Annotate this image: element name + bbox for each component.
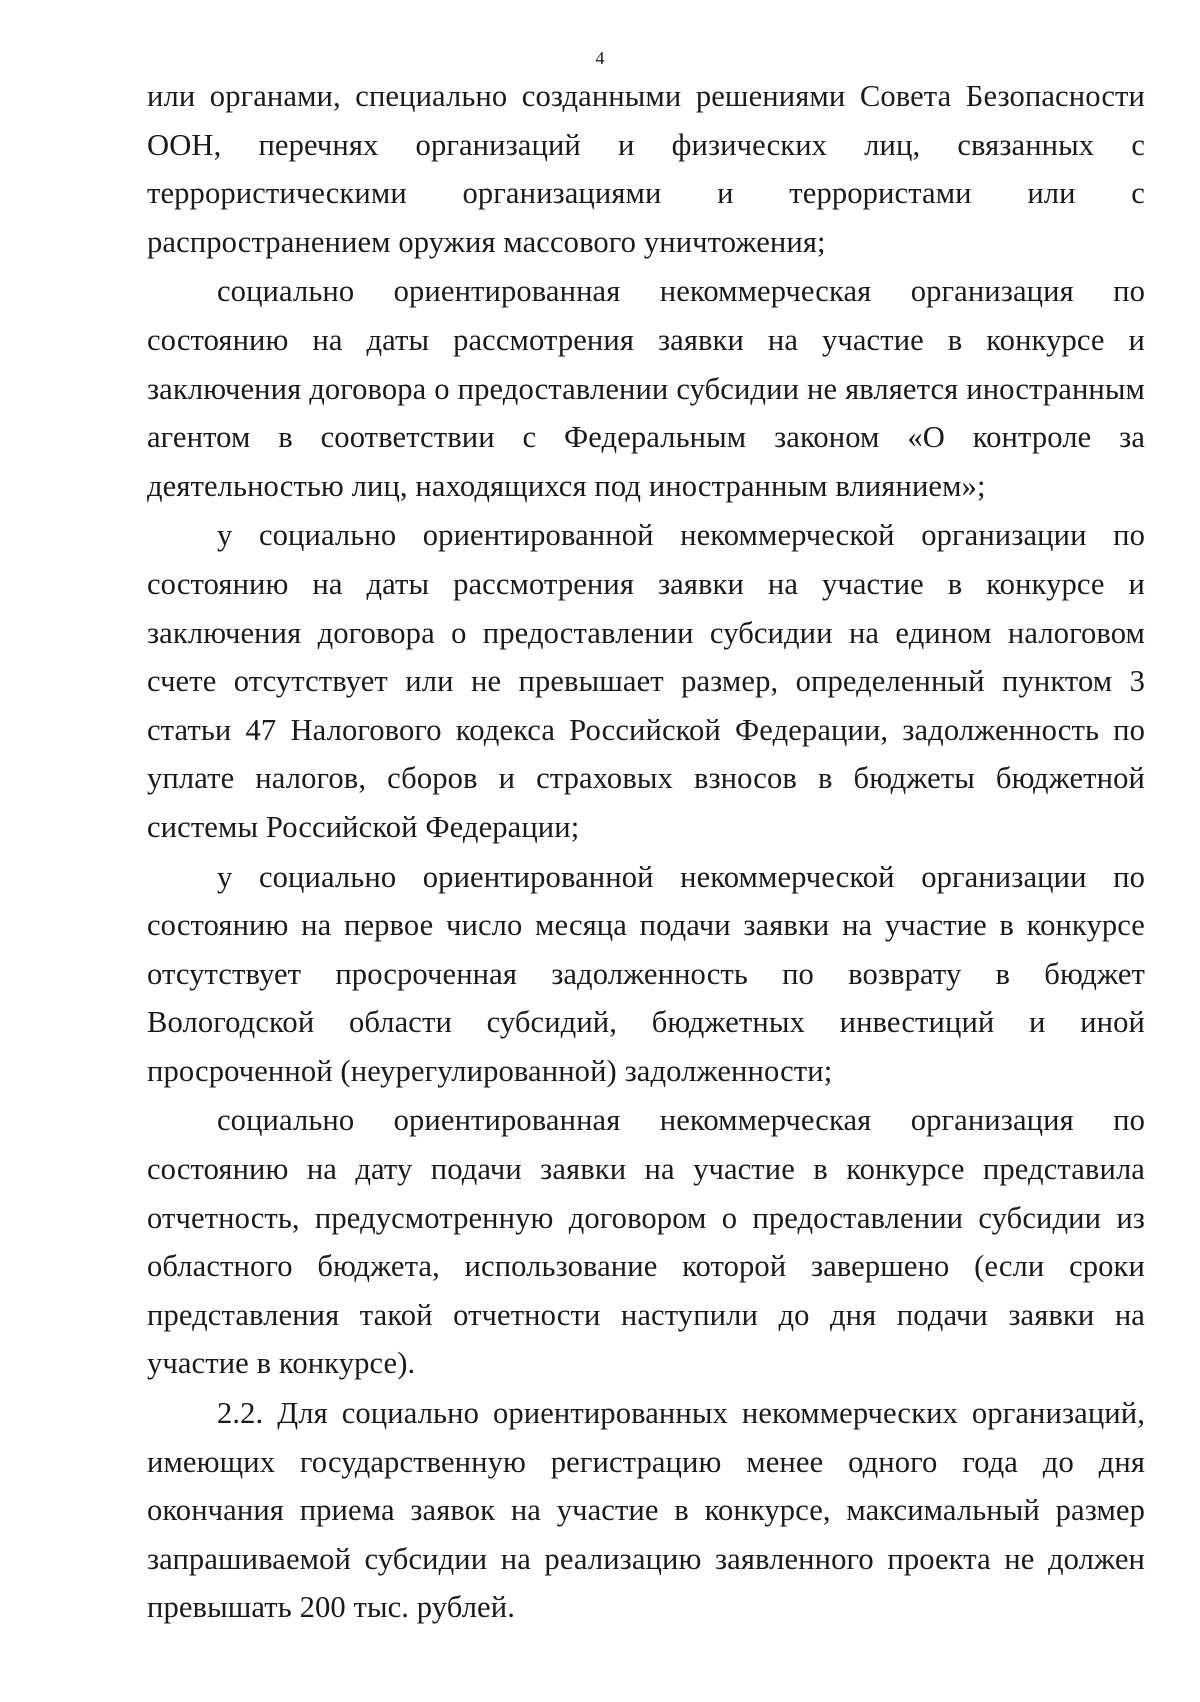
document-body [147,72,1145,1632]
paragraph-foreign-agent-condition: социально ориентированная некоммерческая организация по состоянию на даты рассмотрения заявки на участие в конкурсе и заключения договора о предоставлении субсидии не является иностранным агентом в соответствии с Федеральным законом «О контроле за деятельностью лиц, находящихся под иностранным влиянием»; [147,274,1145,503]
page-number: 4 [595,48,605,68]
paragraph-section-2-2: 2.2. Для социально ориентированных некоммерческих организаций, имеющих государственную регистрацию менее одного года до дня окончания приема заявок на участие в конкурсе, максимальный размер запрашиваемой субсидии на реализацию заявленного проекта не должен превышать 200 тыс. рублей. [147,1396,1145,1625]
paragraph-overdue-debt-condition: у социально ориентированной некоммерческой организации по состоянию на первое число месяца подачи заявки на участие в конкурсе отсутствует просроченная задолженность по возврату в бюджет Вологодской области субсидий, бюджетных инвестиций и иной просроченной (неурегулированной) задолженности; [147,859,1145,1088]
paragraph-reporting-condition: социально ориентированная некоммерческая организация по состоянию на дату подачи заявки на участие в конкурсе представила отчетность, предусмотренную договором о предоставлении субсидии из областного бюджета, использование которой завершено (если сроки представления такой отчетности наступили до дня подачи заявки на участие в конкурсе). [147,1103,1145,1381]
paragraph-continuation: или органами, специально созданными решениями Совета Безопасности ООН, перечнях организаций и физических лиц, связанных с террористическими организациями и террористами или с распространением оружия массового уничтожения; [147,79,1145,259]
paragraph-tax-debt-condition: у социально ориентированной некоммерческой организации по состоянию на даты рассмотрения заявки на участие в конкурсе и заключения договора о предоставлении субсидии на едином налоговом счете отсутствует или не превышает размер, определенный пунктом 3 статьи 47 Налогового кодекса Российской Федерации, задолженность по уплате налогов, сборов и страховых взносов в бюджеты бюджетной системы Российской Федерации; [147,518,1145,844]
